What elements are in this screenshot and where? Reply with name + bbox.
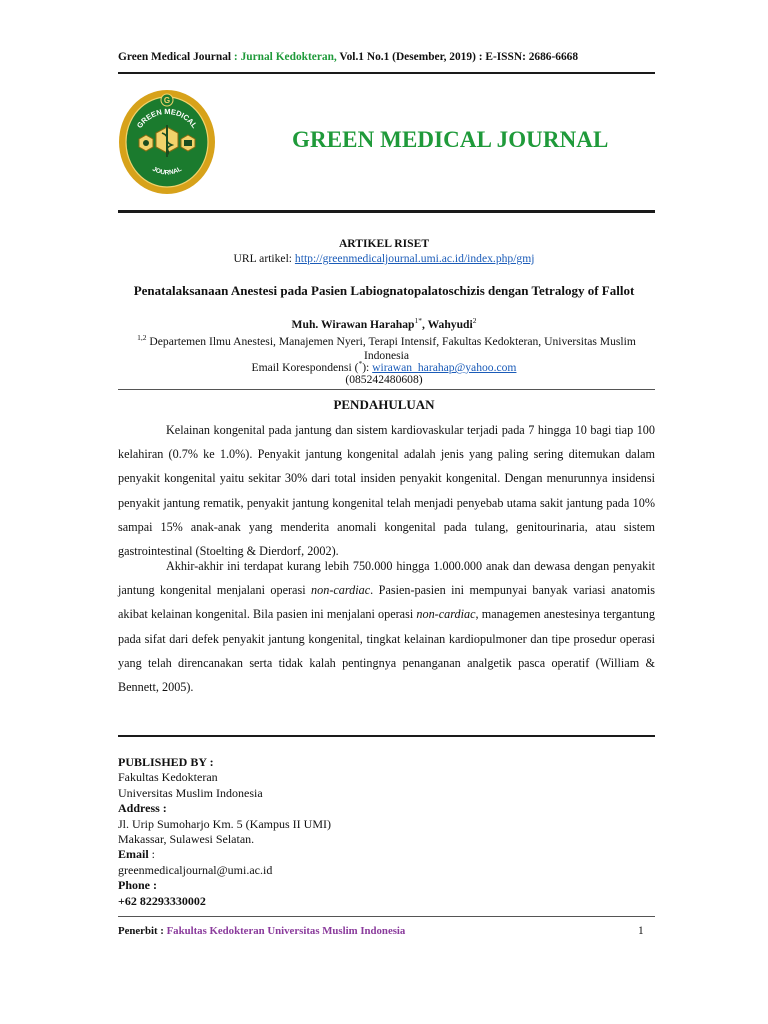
authors (0, 316, 768, 331)
paragraph-2: Akhir-akhir ini terdapat kurang lebih 750.000 hingga 1.000.000 anak dan dewasa dengan penyakit jantung kongenital menjalani operasi non-cardiac. Pasien-pasien ini mempunyai banyak variasi anatomis akibat kelainan kongenital. Bila pasien ini menjalani operasi non-cardiac, managemen anestesinya tergantung pada sifat dari defek penyakit jantung kongenital, tingkat kelainan kardiopulmoner dan tipe prosedur operasi yang telah direncanakan serta tidak kalah pentingnya penanganan analgetik pasca operatif (William & Bennett, 2005). (118, 559, 655, 695)
phone-label: Phone : (118, 878, 157, 893)
correspondence-email-link[interactable]: wirawan_harahap@yahoo.com (372, 360, 517, 374)
email-label-row: Email : (118, 847, 156, 862)
header-journal-name: Green Medical Journal (118, 51, 232, 63)
publisher-info (118, 755, 331, 909)
page-number: 1 (638, 925, 644, 937)
affiliation-text: Departemen Ilmu Anestesi, Manajemen Nyeri, Terapi Intensif, Fakultas Kedokteran, Universitas Muslim Indonesia (146, 334, 636, 362)
footer-publisher-name: Fakultas Kedokteran Universitas Muslim Indonesia (166, 925, 406, 937)
journal-logo (118, 89, 216, 195)
footer-rule (118, 916, 655, 917)
author-2: , Wahyudi (422, 317, 473, 331)
header-rule (118, 72, 655, 74)
logo-bottom-text: JOURNAL (151, 165, 183, 177)
article-type: ARTIKEL RISET (338, 237, 430, 250)
address-line-2: Makassar, Sulawesi Selatan. (118, 832, 255, 847)
header-volume-issn: Vol.1 No.1 (Desember, 2019) : E-ISSN: 2686-6668 (336, 51, 579, 63)
logo-top-text: GREEN MEDICAL (134, 106, 200, 130)
affiliation-sup: 1,2 (137, 333, 147, 342)
publisher-university: Universitas Muslim Indonesia (118, 785, 263, 800)
publisher-phone: +62 82293330002 (118, 893, 206, 908)
publisher-rule (118, 735, 655, 737)
article-title: Penatalaksanaan Anestesi pada Pasien Labiognatopalatoschizis dengan Tetralogy of Fallot (133, 283, 635, 298)
article-url-link[interactable]: http://greenmedicaljournal.umi.ac.id/index.php/gmj (294, 252, 535, 265)
article-url-line (0, 252, 768, 265)
header-separator: : (231, 51, 241, 63)
footer-publisher: Penerbit : Fakultas Kedokteran Universitas Muslim Indonesia (118, 925, 406, 937)
publisher-faculty: Fakultas Kedokteran (118, 770, 218, 785)
author-2-sup: 2 (472, 316, 477, 325)
published-by-label: PUBLISHED BY : (118, 755, 214, 769)
address-line-1: Jl. Urip Sumoharjo Km. 5 (Kampus II UMI) (118, 816, 331, 831)
paragraph-1: Kelainan kongenital pada jantung dan sistem kardiovaskular terjadi pada 7 hingga 10 bagi tiap 100 kelahiran (0.7% ke 1.0%). Penyakit jantung kongenital adalah jenis yang paling sering ditemukan dalam penyakit kongenital yaitu sekitar 30% dari total insiden penyakit kongenital. Dengan menurunnya insidensi penyakit jantung rematik, penyakit jantung kongenital telah menjadi penyebab utama sakit jantung pada 10% sampai 15% anak-anak yang menderita anomali kongenital pada tulang, genitourinaria, atau sistem gastrointestinal (Stoelting & Dierdorf, 2002). (118, 423, 655, 559)
masthead-rule (118, 210, 655, 213)
correspondence-phone: (085242480608) (345, 373, 423, 386)
section-heading: PENDAHULUAN (333, 397, 435, 412)
running-header (118, 51, 658, 63)
author-1: Muh. Wirawan Harahap (291, 317, 415, 331)
address-label: Address : (118, 801, 167, 816)
publisher-email[interactable]: greenmedicaljournal@umi.ac.id (118, 862, 273, 877)
email-label: Email (118, 847, 149, 862)
author-1-sup: 1* (414, 316, 422, 325)
journal-title: GREEN MEDICAL JOURNAL (292, 127, 609, 152)
article-head-rule (118, 389, 655, 390)
correspondence-email-line: Email Korespondensi (*): wirawan_harahap@yahoo.com (251, 359, 517, 374)
logo-emblem-letter: G (163, 96, 171, 105)
header-jurnal-kedokteran: Jurnal Kedokteran, (240, 51, 337, 63)
url-label: URL artikel: (233, 252, 295, 265)
